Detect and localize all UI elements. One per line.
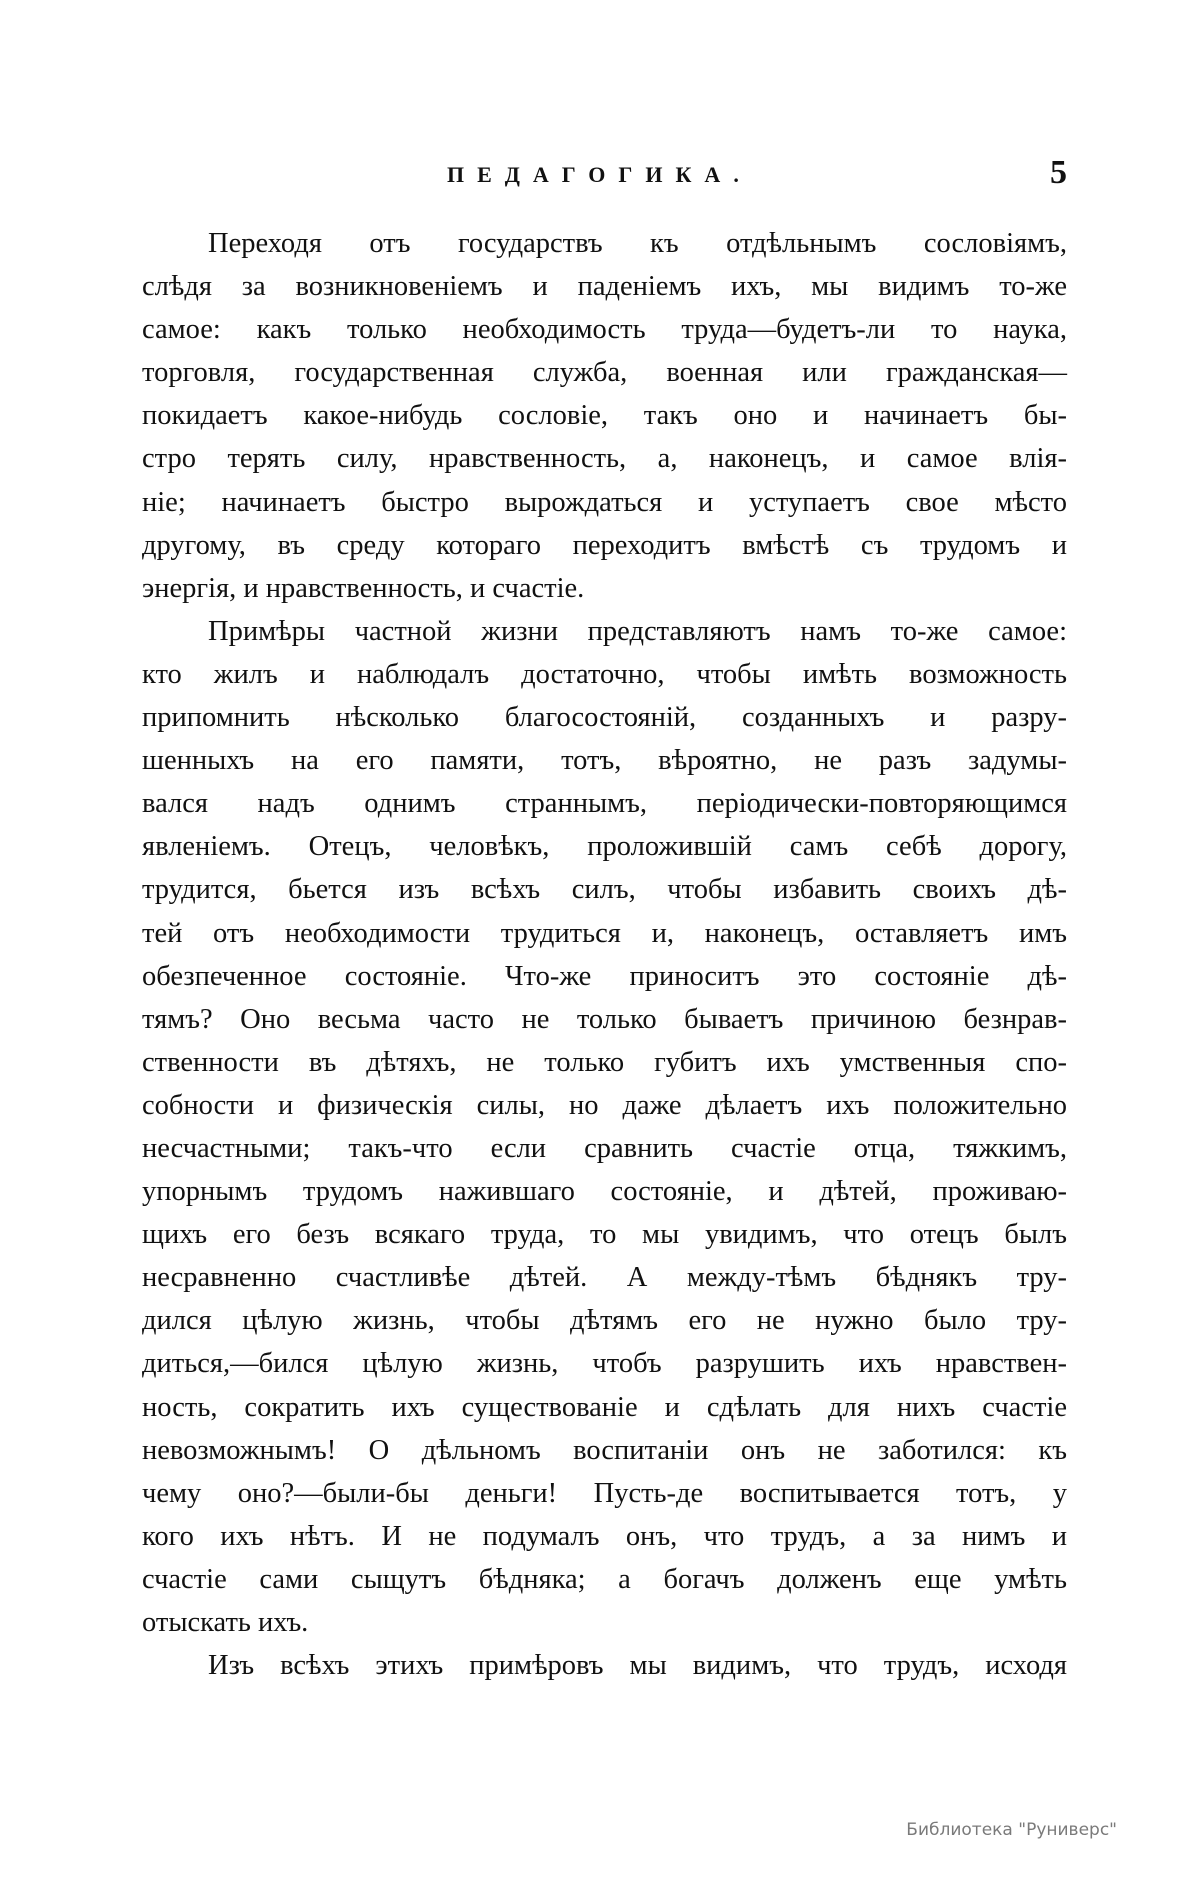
running-title: ПЕДАГОГИКА. bbox=[447, 162, 752, 187]
text-line: невозможнымъ! О дѣльномъ воспитаніи онъ не заботился: къ bbox=[142, 1434, 1067, 1466]
text-line: шенныхъ на его памяти, тотъ, вѣроятно, не разъ задумы- bbox=[142, 745, 1067, 777]
text-line: Примѣры частной жизни представляютъ намъ то-же самое: bbox=[208, 615, 1067, 647]
text-line: счастіе сами сыщутъ бѣдняка; а богачъ долженъ еще умѣть bbox=[142, 1563, 1067, 1595]
text-line: ніе; начинаетъ быстро вырождаться и уступаетъ свое мѣсто bbox=[142, 486, 1067, 518]
text-line: самое: какъ только необходимость труда—будетъ-ли то наука, bbox=[142, 314, 1067, 346]
text-line: припомнить нѣсколько благосостояній, созданныхъ и разру- bbox=[142, 702, 1067, 734]
text-line: кого ихъ нѣтъ. И не подумалъ онъ, что трудъ, а за нимъ и bbox=[142, 1520, 1067, 1552]
text-line: кто жилъ и наблюдалъ достаточно, чтобы имѣть возможность bbox=[142, 658, 1067, 690]
text-line: чему оно?—были-бы деньги! Пусть-де воспитывается тотъ, у bbox=[142, 1477, 1067, 1509]
text-line: покидаетъ какое-нибудь сословіе, такъ оно и начинаетъ бы- bbox=[142, 400, 1067, 432]
text-line: диться,—бился цѣлую жизнь, чтобъ разрушить ихъ нравствен- bbox=[142, 1348, 1067, 1380]
text-line: дился цѣлую жизнь, чтобы дѣтямъ его не нужно было тру- bbox=[142, 1305, 1067, 1337]
text-line: тямъ? Оно весьма часто не только бываетъ причиною безнрав- bbox=[142, 1003, 1067, 1035]
paragraph-2 bbox=[142, 610, 1067, 1644]
text-line: слѣдя за возникновеніемъ и паденіемъ ихъ, мы видимъ то-же bbox=[142, 271, 1067, 303]
text-line: отыскать ихъ. bbox=[142, 1607, 309, 1638]
text-line: щихъ его безъ всякаго труда, то мы увидимъ, что отецъ былъ bbox=[142, 1219, 1067, 1251]
paragraph-1 bbox=[142, 222, 1067, 610]
text-line: тей отъ необходимости трудиться и, наконецъ, оставляетъ имъ bbox=[142, 917, 1067, 949]
text-line: трудится, бьется изъ всѣхъ силъ, чтобы избавить своихъ дѣ- bbox=[142, 874, 1067, 906]
running-head bbox=[142, 154, 1067, 198]
text-line: Переходя отъ государствъ къ отдѣльнымъ сословіямъ, bbox=[208, 228, 1067, 259]
text-line: несчастными; такъ-что если сравнить счастіе отца, тяжкимъ, bbox=[142, 1132, 1067, 1164]
library-watermark: Библиотека "Руниверс" bbox=[906, 1820, 1117, 1840]
text-line: вался надъ однимъ страннымъ, періодически-повторяющимся bbox=[142, 788, 1067, 820]
text-line: другому, въ среду котораго переходитъ вмѣстѣ съ трудомъ и bbox=[142, 529, 1067, 561]
text-line: обезпеченное состояніе. Что-же приноситъ это состояніе дѣ- bbox=[142, 960, 1067, 992]
paragraph-3 bbox=[142, 1644, 1067, 1687]
text-line: энергія, и нравственность, и счастіе. bbox=[142, 572, 585, 604]
text-line: стро терять силу, нравственность, а, наконецъ, и самое влія- bbox=[142, 443, 1067, 475]
text-line: собности и физическія силы, но даже дѣлаетъ ихъ положительно bbox=[142, 1089, 1067, 1121]
page-number: 5 bbox=[1050, 154, 1067, 191]
text-line: ность, сократить ихъ существованіе и сдѣлать для нихъ счастіе bbox=[142, 1391, 1067, 1423]
text-line: явленіемъ. Отецъ, человѣкъ, проложившій самъ себѣ дорогу, bbox=[142, 831, 1067, 863]
text-line: упорнымъ трудомъ нажившаго состояніе, и дѣтей, проживаю- bbox=[142, 1176, 1067, 1208]
text-line: Изъ всѣхъ этихъ примѣровъ мы видимъ, что трудъ, исходя bbox=[208, 1650, 1067, 1682]
text-line: несравненно счастливѣе дѣтей. А между-тѣмъ бѣднякъ тру- bbox=[142, 1262, 1067, 1294]
body-text bbox=[142, 222, 1067, 1687]
text-line: торговля, государственная служба, военная или гражданская— bbox=[142, 357, 1067, 389]
text-line: ственности въ дѣтяхъ, не только губитъ ихъ умственныя спо- bbox=[142, 1046, 1067, 1078]
